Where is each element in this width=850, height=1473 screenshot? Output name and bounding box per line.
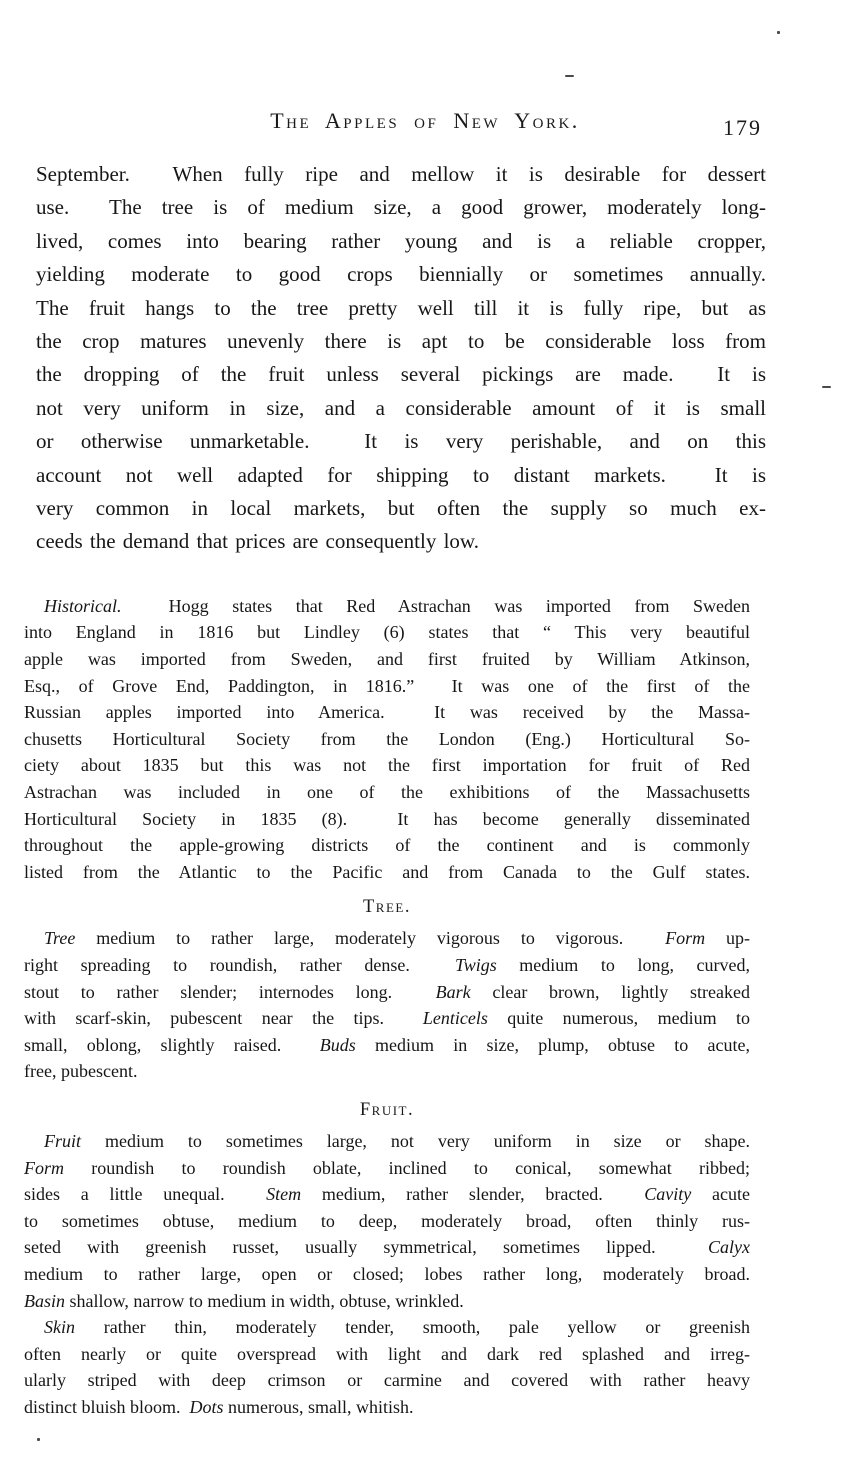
text-run: Esq., of Grove End, Paddington, in 1816.” It was one of the first of the bbox=[24, 675, 750, 696]
text-line bbox=[24, 1314, 750, 1341]
text-run: to sometimes obtuse, medium to deep, moderately broad, often thinly rus- bbox=[24, 1210, 750, 1231]
text-line bbox=[24, 1181, 750, 1208]
text-run-italic: Skin bbox=[44, 1317, 75, 1338]
text-run: ceeds the demand that prices are consequently low. bbox=[36, 529, 479, 554]
text-line bbox=[36, 459, 766, 492]
text-line bbox=[36, 258, 766, 291]
text-run: into England in 1816 but Lindley (6) states that “ This very beautiful bbox=[24, 622, 750, 643]
paragraph-tree-description bbox=[24, 925, 750, 1085]
text-run-italic: Twigs bbox=[455, 955, 497, 975]
text-run-italic: Calyx bbox=[708, 1237, 750, 1258]
page-number: 179 bbox=[723, 115, 762, 140]
text-run-italic: Cavity bbox=[644, 1184, 692, 1205]
text-run-italic: Basin bbox=[24, 1290, 66, 1311]
text-run: apple was imported from Sweden, and first fruited by William Atkinson, bbox=[24, 649, 750, 670]
text-line bbox=[24, 832, 750, 859]
text-line bbox=[24, 779, 750, 806]
paragraph-september-description bbox=[36, 158, 766, 559]
text-line bbox=[24, 859, 750, 886]
text-run: medium to sometimes large, not very uniform in size or shape. bbox=[81, 1130, 750, 1151]
text-line bbox=[24, 1367, 750, 1394]
text-line bbox=[36, 325, 766, 358]
text-run: right spreading to roundish, rather dense. bbox=[24, 955, 456, 975]
page-content bbox=[0, 158, 850, 1421]
text-run: with scarf-skin, pubescent near the tips. bbox=[24, 1008, 423, 1029]
text-line bbox=[36, 492, 766, 525]
text-line bbox=[24, 952, 750, 979]
text-run-italic: Fruit bbox=[44, 1130, 82, 1151]
text-line bbox=[24, 593, 750, 620]
paragraph-skin-description bbox=[24, 1314, 750, 1420]
text-run: listed from the Atlantic to the Pacific and from Canada to the Gulf states. bbox=[24, 861, 750, 882]
text-line bbox=[24, 1155, 750, 1182]
text-run: numerous, small, whitish. bbox=[223, 1396, 414, 1417]
text-line bbox=[36, 392, 766, 425]
text-line bbox=[24, 979, 750, 1006]
text-run-italic: Form bbox=[665, 928, 706, 949]
text-line bbox=[24, 1128, 750, 1155]
text-line bbox=[24, 1208, 750, 1235]
text-line bbox=[24, 806, 750, 833]
text-run-italic: Form bbox=[24, 1157, 64, 1178]
text-run: the crop matures unevenly there is apt to be considerable loss from bbox=[36, 329, 766, 354]
text-run: ciety about 1835 but this was not the first importation for fruit of Red bbox=[24, 755, 750, 776]
text-run: Horticultural Society in 1835 (8). It has become generally disseminated bbox=[24, 808, 750, 829]
text-run: small, oblong, slightly raised. bbox=[24, 1034, 320, 1055]
text-line bbox=[36, 425, 766, 458]
text-run: clear brown, lightly streaked bbox=[470, 981, 750, 1002]
text-line bbox=[24, 646, 750, 673]
text-run: Astrachan was included in one of the exhibitions of the Massachusetts bbox=[24, 782, 750, 803]
scan-artifact-dot-top-right bbox=[777, 31, 780, 34]
text-line bbox=[24, 925, 750, 952]
section-heading-tree: Tree. bbox=[363, 897, 411, 918]
text-run: throughout the apple-growing districts of the continent and is commonly bbox=[24, 835, 750, 856]
text-run-italic: Tree bbox=[44, 928, 76, 949]
text-line bbox=[36, 191, 766, 224]
text-run: stout to rather slender; internodes long. bbox=[24, 981, 436, 1002]
text-line bbox=[24, 1261, 750, 1288]
scan-artifact-dash-right bbox=[822, 386, 831, 388]
text-line bbox=[24, 1005, 750, 1032]
text-line bbox=[36, 225, 766, 258]
text-line bbox=[36, 358, 766, 391]
text-run-italic: Dots bbox=[189, 1396, 224, 1417]
paragraph-fruit-description bbox=[24, 1128, 750, 1314]
text-run: often nearly or quite overspread with light and dark red splashed and irreg- bbox=[24, 1343, 750, 1364]
text-line bbox=[24, 1288, 750, 1315]
text-run: sides a little unequal. bbox=[24, 1184, 267, 1205]
paragraph-historical bbox=[24, 593, 750, 886]
text-run: rather thin, moderately tender, smooth, pale yellow or greenish bbox=[75, 1317, 750, 1338]
scan-artifact-dot-bottom-left bbox=[37, 1438, 40, 1441]
text-run: chusetts Horticultural Society from the London (Eng.) Horticultural So- bbox=[24, 728, 750, 749]
text-run: or otherwise unmarketable. It is very perishable, and on this bbox=[36, 429, 766, 454]
text-run: lived, comes into bearing rather young and is a reliable cropper, bbox=[36, 228, 766, 253]
text-run: use. The tree is of medium size, a good grower, moderately long- bbox=[36, 195, 766, 220]
text-run: roundish to roundish oblate, inclined to conical, somewhat ribbed; bbox=[64, 1157, 750, 1178]
text-run: medium to rather large, moderately vigorous to vigorous. bbox=[75, 928, 666, 949]
text-line bbox=[24, 1058, 750, 1085]
text-run-italic: Bark bbox=[435, 981, 471, 1002]
text-run: distinct bluish bloom. bbox=[24, 1396, 190, 1417]
text-line bbox=[24, 673, 750, 700]
text-line bbox=[24, 1032, 750, 1059]
text-run: September. When fully ripe and mellow it is desirable for dessert bbox=[36, 162, 766, 186]
text-run-italic: Lenticels bbox=[422, 1008, 488, 1029]
text-line bbox=[24, 699, 750, 726]
text-run: up- bbox=[705, 928, 751, 949]
text-run: yielding moderate to good crops biennially or sometimes annually. bbox=[36, 262, 766, 287]
text-line bbox=[24, 619, 750, 646]
running-head bbox=[0, 108, 850, 142]
text-run: account not well adapted for shipping to distant markets. It is bbox=[36, 462, 766, 487]
section-heading-fruit: Fruit. bbox=[359, 1099, 415, 1120]
text-run-italic: Buds bbox=[319, 1034, 356, 1055]
text-run: Russian apples imported into America. It was received by the Massa- bbox=[24, 702, 750, 723]
text-line bbox=[24, 1341, 750, 1368]
text-run: medium in size, plump, obtuse to acute, bbox=[355, 1034, 750, 1055]
text-run-italic: Stem bbox=[266, 1184, 302, 1205]
text-run: The fruit hangs to the tree pretty well till it is fully ripe, but as bbox=[36, 295, 766, 320]
text-run: quite numerous, medium to bbox=[487, 1008, 750, 1029]
text-run: not very uniform in size, and a considerable amount of it is small bbox=[36, 395, 766, 420]
text-run: free, pubescent. bbox=[24, 1061, 138, 1082]
text-line bbox=[24, 752, 750, 779]
text-line bbox=[36, 525, 766, 558]
text-run: medium to long, curved, bbox=[496, 955, 750, 975]
text-run: the dropping of the fruit unless several pickings are made. It is bbox=[36, 362, 766, 387]
text-line bbox=[24, 1394, 750, 1421]
text-run: shallow, narrow to medium in width, obtuse, wrinkled. bbox=[65, 1290, 464, 1311]
text-line bbox=[24, 726, 750, 753]
text-line bbox=[24, 1234, 750, 1261]
scan-artifact-dash-top bbox=[565, 75, 574, 77]
text-run: medium, rather slender, bracted. bbox=[301, 1184, 645, 1205]
text-run: very common in local markets, but often the supply so much ex- bbox=[36, 496, 766, 521]
running-head-title: The Apples of New York. bbox=[270, 108, 580, 133]
text-line bbox=[36, 292, 766, 325]
text-run: medium to rather large, open or closed; lobes rather long, moderately broad. bbox=[24, 1263, 750, 1284]
text-run-italic: Historical. bbox=[44, 595, 122, 616]
text-run: acute bbox=[691, 1184, 751, 1205]
text-run: seted with greenish russet, usually symmetrical, sometimes lipped. bbox=[24, 1237, 708, 1258]
text-line bbox=[36, 158, 766, 191]
text-run: ularly striped with deep crimson or carmine and covered with rather heavy bbox=[24, 1370, 750, 1391]
text-run: Hogg states that Red Astrachan was imported from Sweden bbox=[121, 595, 750, 616]
